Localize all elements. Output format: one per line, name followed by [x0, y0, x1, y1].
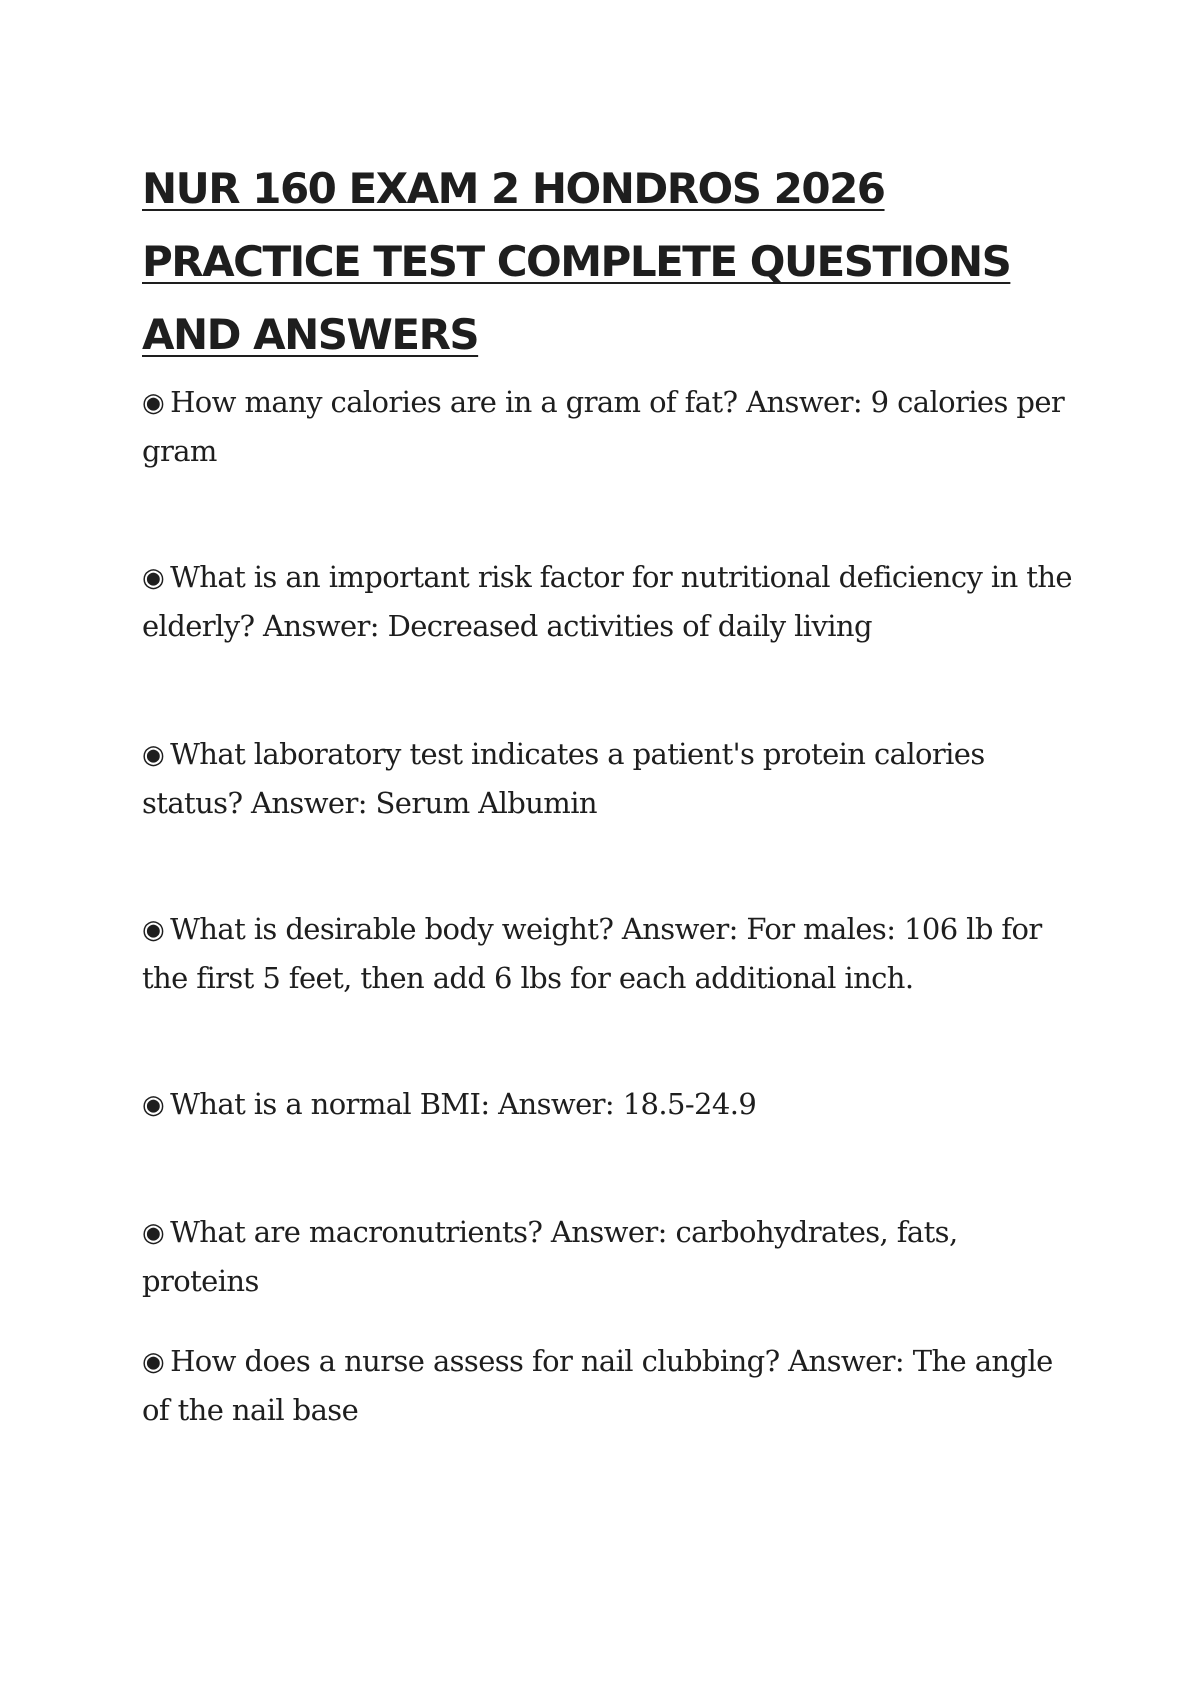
- qa-item: [142, 553, 1072, 650]
- qa-text: How does a nurse assess for nail clubbing? Answer: The angle of the nail base: [142, 1344, 1053, 1427]
- radio-bullet-icon: ◉: [142, 1090, 165, 1120]
- qa-text: What is a normal BMI: Answer: 18.5-24.9: [170, 1087, 757, 1121]
- qa-item: [142, 378, 1072, 475]
- radio-bullet-icon: ◉: [142, 1218, 165, 1248]
- qa-text: How many calories are in a gram of fat? Answer: 9 calories per gram: [142, 385, 1065, 468]
- document-title: NUR 160 EXAM 2 HONDROS 2026 PRACTICE TEST COMPLETE QUESTIONS AND ANSWERS: [142, 164, 1011, 359]
- radio-bullet-icon: ◉: [142, 915, 165, 945]
- qa-item: [142, 1337, 1072, 1434]
- radio-bullet-icon: ◉: [142, 740, 165, 770]
- qa-item: [142, 730, 1072, 827]
- radio-bullet-icon: ◉: [142, 1347, 165, 1377]
- radio-bullet-icon: ◉: [142, 563, 165, 593]
- qa-item: [142, 1208, 1072, 1305]
- qa-text: What is desirable body weight? Answer: For males: 106 lb for the first 5 feet, then add 6 lbs for each additional inch.: [142, 912, 1042, 995]
- qa-text: What laboratory test indicates a patient's protein calories status? Answer: Serum Albumin: [142, 737, 985, 820]
- radio-bullet-icon: ◉: [142, 388, 165, 418]
- qa-item: [142, 905, 1072, 1002]
- qa-text: What is an important risk factor for nutritional deficiency in the elderly? Answer: Decreased activities of daily living: [142, 560, 1072, 643]
- qa-item: [142, 1080, 1072, 1129]
- qa-text: What are macronutrients? Answer: carbohydrates, fats, proteins: [142, 1215, 958, 1298]
